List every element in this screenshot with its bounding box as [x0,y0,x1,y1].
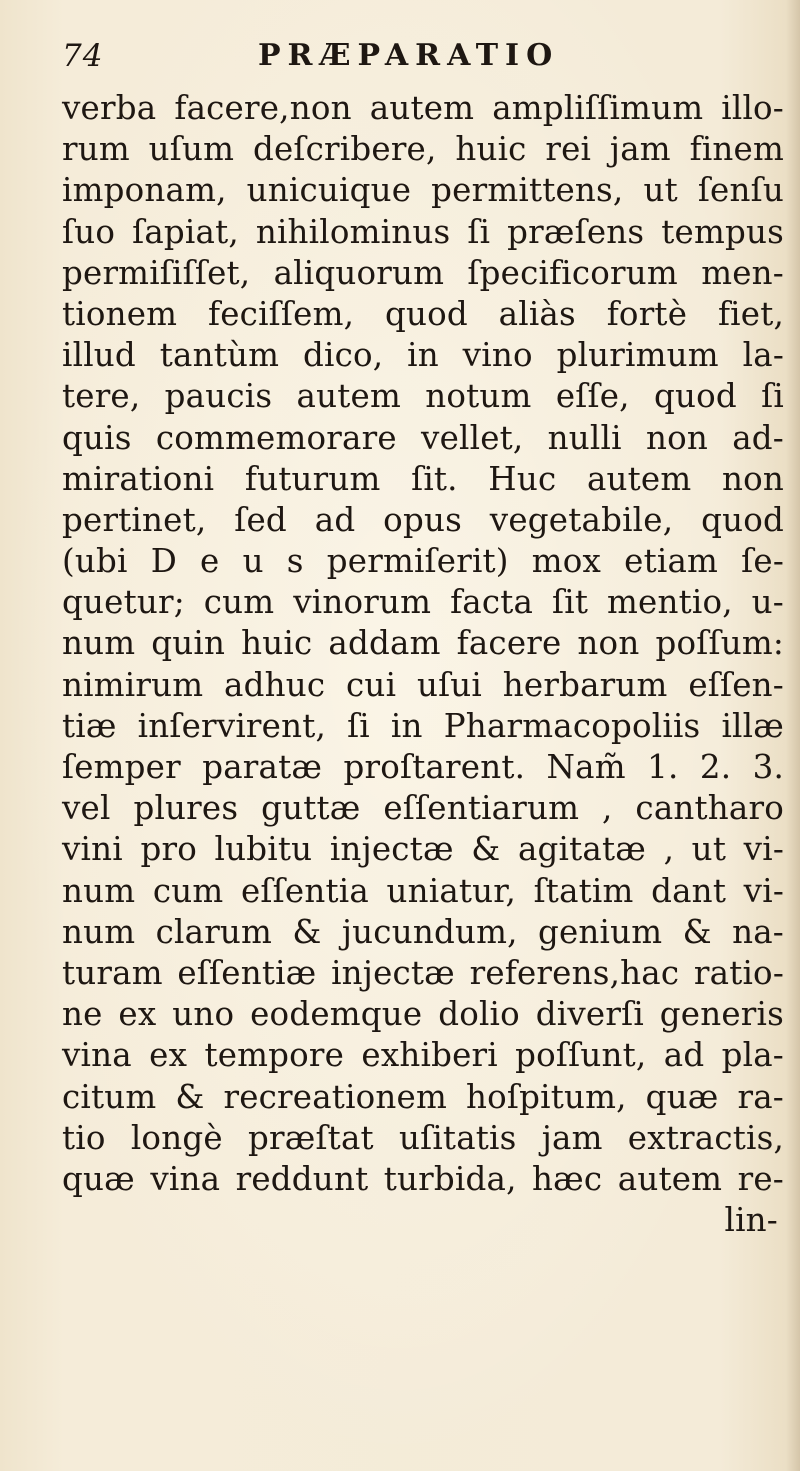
text-line: vel plures guttæ eſſentiarum , cantharo [62,789,784,828]
text-line: tere, paucis autem notum eſſe, quod ſi [62,377,784,416]
text-line: num quin huic addam facere non poſſum: [62,624,784,663]
text-line: num cum eſſentia uniatur, ſtatim dant vi- [62,871,784,910]
text-line: num clarum & jucundum, genium & na- [62,912,784,951]
text-line: turam eſſentiæ injectæ referens,hac ratio- [62,953,784,992]
text-line: tionem feciſſem, quod aliàs fortè fiet, [62,294,784,333]
text-line: rum uſum deſcribere, huic rei jam finem [62,130,784,169]
text-line: pertinet, ſed ad opus vegetabile, quod [62,500,784,539]
page-number: 74 [62,38,104,74]
text-line: verba facere,non autem ampliſſimum illo- [62,89,784,127]
text-line: tiæ inſervirent, ſi in Pharmacopoliis illæ [62,706,784,745]
text-line: ſemper paratæ proſtarent. Nam̃ 1. 2. 3. [62,748,784,786]
text-line: quis commemorare vellet, nulli non ad- [62,418,784,457]
text-line: vina ex tempore exhiberi poſſunt, ad pla- [62,1036,784,1075]
text-line: permiſiſſet, aliquorum ſpecificorum men- [62,253,784,292]
page-edge-shadow [786,0,800,1471]
text-line: illud tantùm dico, in vino plurimum la- [62,336,784,375]
text-line: imponam, unicuique permittens, ut ſenſu [62,171,784,210]
text-line: mirationi futurum ſit. Huc autem non [62,459,784,498]
catchword: lin- [724,1201,778,1240]
text-line: nimirum adhuc cui uſui herbarum eſſen- [62,665,784,704]
text-line: ſuo ſapiat, nihilominus ſi præſens tempus [62,212,784,251]
text-line: ne ex uno eodemque dolio diverſi generis [62,995,784,1034]
text-line: tio longè præſtat uſitatis jam extractis, [62,1118,784,1157]
text-line: citum & recreationem hoſpitum, quæ ra- [62,1077,784,1116]
body-text [62,88,784,1241]
text-line: vini pro lubitu injectæ & agitatæ , ut vi- [62,830,784,869]
text-line: (ubi D e u s permiſerit) mox etiam ſe- [62,542,784,581]
running-head [62,36,762,86]
text-line: quæ vina reddunt turbida, hæc autem re- [62,1159,784,1198]
running-title: PRÆPARATIO [258,38,560,73]
text-line: quetur; cum vinorum facta ſit mentio, u- [62,583,784,622]
